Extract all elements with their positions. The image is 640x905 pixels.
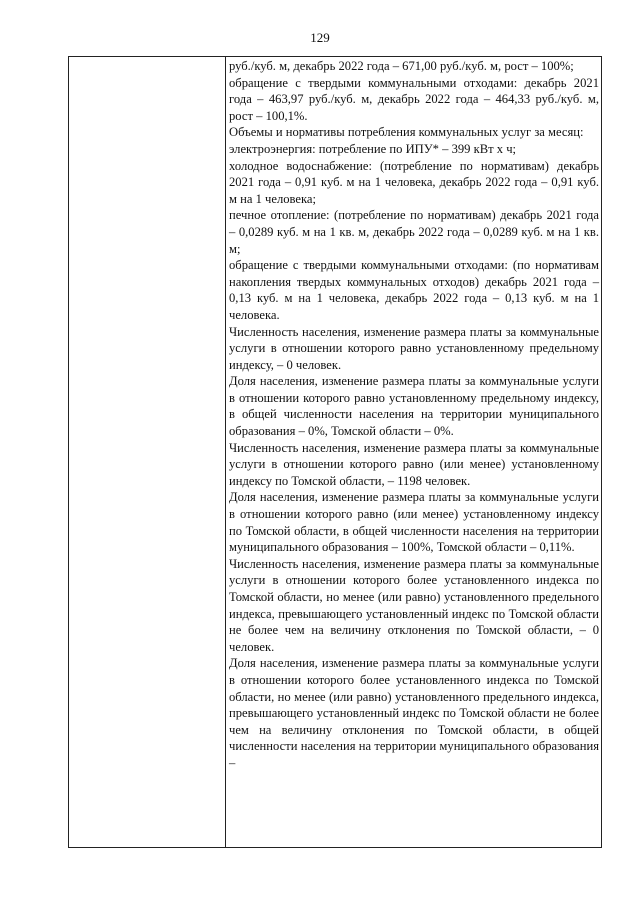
paragraph: обращение с твердыми коммунальными отходами: (по нормативам накопления твердых коммунальных отходов) декабрь 2021 года – 0,13 куб. м на 1 человека, декабрь 2022 года – 0,13 куб. м на 1 человека. [229, 258, 599, 322]
paragraph: Доля населения, изменение размера платы за коммунальные услуги в отношении которого более установленного индекса по Томской области, но менее (или равно) установленного предельного индекса, превышающего установленный индекс по Томской области не более чем на величину отклонения по Томской области, в общей численности населения на территории муниципального образования – [229, 656, 599, 770]
paragraph: Численность населения, изменение размера платы за коммунальные услуги в отношении которого равно (или менее) установленному индексу по Томской области, – 1198 человек. [229, 440, 599, 488]
paragraph: Объемы и нормативы потребления коммунальных услуг за месяц: [229, 125, 584, 140]
paragraph: электроэнергия: потребление по ИПУ* – 399 кВт х ч; [229, 141, 517, 156]
paragraph: обращение с твердыми коммунальными отходами: декабрь 2021 года – 463,97 руб./куб. м, декабрь 2022 года – 464,33 руб./куб. м, рост – 100,1%. [229, 75, 599, 123]
document-table [68, 56, 602, 848]
table-left-column [69, 57, 226, 847]
paragraph: руб./куб. м, декабрь 2022 года – 671,00 руб./куб. м, рост – 100%; [229, 59, 574, 73]
paragraph: печное отопление: (потребление по нормативам) декабрь 2021 года – 0,0289 куб. м на 1 кв. м, декабрь 2022 года – 0,0289 куб. м на 1 кв. м; [229, 208, 599, 256]
paragraph: Численность населения, изменение размера платы за коммунальные услуги в отношении которого равно установленному предельному индексу, – 0 человек. [229, 324, 599, 372]
paragraph: Доля населения, изменение размера платы за коммунальные услуги в отношении которого равно (или менее) установленному индексу по Томской области, в общей численности населения на территории муниципального образования – 100%, Томской области – 0,11%. [229, 490, 599, 555]
table-right-column [229, 58, 599, 772]
paragraph: Доля населения, изменение размера платы за коммунальные услуги в отношении которого равно установленному предельному индексу, в общей численности населения на территории муниципального образования – 0%, Томской области – 0%. [229, 374, 599, 439]
paragraph: Численность населения, изменение размера платы за коммунальные услуги в отношении которого более установленного индекса по Томской области, но менее (или равно) установленного предельного индекса, превышающего установленный индекс по Томской области не более чем на величину отклонения по Томской области, – 0 человек. [229, 556, 599, 654]
page-number: 129 [310, 30, 330, 45]
paragraph: холодное водоснабжение: (потребление по нормативам) декабрь 2021 года – 0,91 куб. м на 1 человека, декабрь 2022 года – 0,91 куб. м на 1 человека; [229, 158, 599, 206]
